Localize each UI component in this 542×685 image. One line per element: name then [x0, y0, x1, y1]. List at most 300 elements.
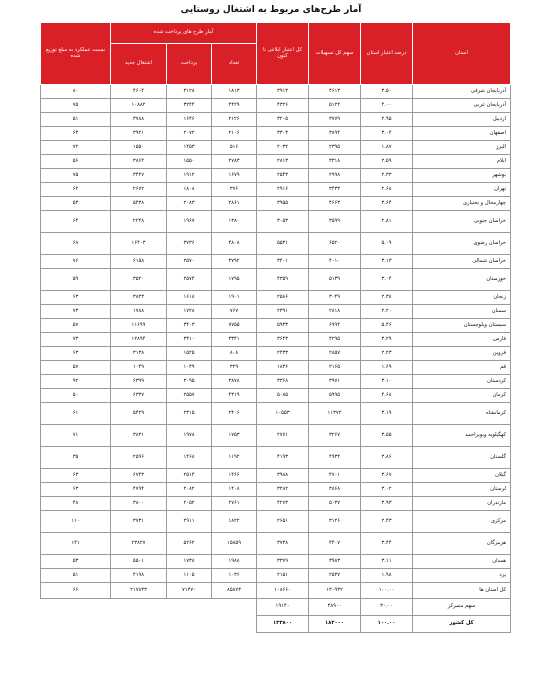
header-province: استان — [413, 23, 511, 85]
footer-empty-space — [41, 599, 257, 616]
footer-row — [41, 616, 511, 633]
credit-percent-cell: ۳.۱۰ — [361, 375, 413, 389]
new-jobs-cell: ۱۰۴۹ — [111, 361, 167, 375]
province-cell: خراسان جنوبی — [413, 211, 511, 233]
facilities-share-cell: ۳۸۹۴ — [309, 127, 361, 141]
credit-paid-cell: ۳۲۸۲ — [257, 483, 309, 497]
table-row — [41, 333, 511, 347]
facilities-share-cell: ۶۹۹۴ — [309, 319, 361, 333]
ratio-cell: ۷۵ — [41, 99, 111, 113]
facilities-share-cell: ۲۸۱۸ — [309, 305, 361, 319]
ratio-cell: ۵۳ — [41, 197, 111, 211]
paid-cell: ۱۹۶۷ — [167, 211, 212, 233]
paid-cell: ۲۵۷۰ — [167, 255, 212, 269]
table-row — [41, 183, 511, 197]
count-cell: ۲۸۶۱ — [212, 197, 257, 211]
paid-cell: ۲۵۵۷ — [167, 389, 212, 403]
table-row — [41, 533, 511, 555]
paid-cell: ۱۹۷۸ — [167, 425, 212, 447]
new-jobs-cell: ۵۴۳۸ — [111, 197, 167, 211]
count-cell: ۱۶۷۹ — [212, 169, 257, 183]
ratio-cell: ۶۳ — [41, 469, 111, 483]
new-jobs-cell: ۳۸۰۰ — [111, 497, 167, 511]
total-ratio-cell: ۶۶ — [41, 583, 111, 599]
facilities-share-cell: ۲۳۹۵ — [309, 141, 361, 155]
credit-paid-cell: ۲۴۳۳ — [257, 347, 309, 361]
paid-cell: ۱۸۰۸ — [167, 183, 212, 197]
credit-paid-cell: ۳۰۵۳ — [257, 211, 309, 233]
credit-percent-cell: ۳.۹۳ — [361, 497, 413, 511]
header-facilities-share: سهم کل تسهیلات — [309, 23, 361, 85]
credit-paid-cell: ۲۰۳۲ — [257, 141, 309, 155]
count-cell: ۲۴۰۶ — [212, 403, 257, 425]
rural-employment-table — [40, 22, 511, 633]
new-jobs-cell: ۱۲۸۹۴ — [111, 333, 167, 347]
facilities-share-cell: ۳۰۴۹ — [309, 291, 361, 305]
table-row — [41, 169, 511, 183]
table-row — [41, 511, 511, 533]
facilities-share-cell: ۴۰۱۰ — [309, 255, 361, 269]
new-jobs-cell: ۴۱۹۸ — [111, 569, 167, 583]
count-cell: ۷۷۵۵ — [212, 319, 257, 333]
credit-paid-cell: ۱۸۳۶ — [257, 361, 309, 375]
table-row — [41, 375, 511, 389]
new-jobs-cell: ۱۶۴۰۳ — [111, 233, 167, 255]
table-row — [41, 569, 511, 583]
ratio-cell: ۴۸ — [41, 497, 111, 511]
table-row — [41, 141, 511, 155]
header-credit-percent: درصد اعتبار استان — [361, 23, 413, 85]
ratio-cell: ۵۱ — [41, 569, 111, 583]
paid-cell: ۱۱۰۵ — [167, 569, 212, 583]
count-cell: ۳۷۹۲ — [212, 255, 257, 269]
count-cell: ۱۹۰۱ — [212, 291, 257, 305]
facilities-share-cell: ۳۹۸۳ — [309, 555, 361, 569]
credit-percent-cell: ۲.۸۱ — [361, 211, 413, 233]
table-row — [41, 255, 511, 269]
new-jobs-cell: ۳۷۳۱ — [111, 511, 167, 533]
credit-percent-cell: ۲.۹۵ — [361, 113, 413, 127]
count-cell: ۱۷۵۳ — [212, 425, 257, 447]
count-cell: ۳۳۴۱ — [212, 333, 257, 347]
facilities-share-cell: ۶۵۲۰ — [309, 233, 361, 255]
province-cell: گیلان — [413, 469, 511, 483]
table-footer — [41, 599, 511, 633]
ratio-cell: ۷۵ — [41, 169, 111, 183]
province-cell: کرمان — [413, 389, 511, 403]
credit-percent-cell: ۳.۵۰ — [361, 85, 413, 99]
credit-percent-cell: ۳.۱۱ — [361, 555, 413, 569]
credit-percent-cell: ۲.۳۳ — [361, 169, 413, 183]
ratio-cell: ۸۰ — [41, 85, 111, 99]
count-cell: ۸۰۸ — [212, 347, 257, 361]
credit-paid-cell: ۲۵۴۳ — [257, 169, 309, 183]
footer-label-cell: کل کشور — [413, 616, 511, 633]
paid-cell: ۳۴۰۳ — [167, 319, 212, 333]
credit-percent-cell: ۲.۳۸ — [361, 291, 413, 305]
paid-cell: ۱۹۱۲ — [167, 169, 212, 183]
province-cell: زنجان — [413, 291, 511, 305]
new-jobs-cell: ۴۶۰۴ — [111, 85, 167, 99]
total-province-cell: کل استان ها — [413, 583, 511, 599]
footer-facilities-share-cell: ۴۸۹۰۰ — [309, 599, 361, 616]
count-cell: ۱۵۸۵۹ — [212, 533, 257, 555]
province-cell: تهران — [413, 183, 511, 197]
credit-paid-cell: ۳۹۱۳ — [257, 85, 309, 99]
paid-cell: ۲۳۱۵ — [167, 403, 212, 425]
credit-paid-cell: ۳۶۴۳ — [257, 333, 309, 347]
table-row — [41, 197, 511, 211]
credit-percent-cell: ۳.۰۲ — [361, 483, 413, 497]
province-cell: آذربایجان غربی — [413, 99, 511, 113]
ratio-cell: ۵۶ — [41, 155, 111, 169]
table-row — [41, 469, 511, 483]
credit-percent-cell: ۳.۶۷ — [361, 469, 413, 483]
ratio-cell: ۷۶ — [41, 255, 111, 269]
header-row — [41, 23, 511, 44]
ratio-cell: ۷۱ — [41, 425, 111, 447]
credit-percent-cell: ۳.۴۴ — [361, 533, 413, 555]
ratio-cell: ۵۷ — [41, 319, 111, 333]
facilities-share-cell: ۴۶۶۳ — [309, 197, 361, 211]
paid-cell: ۱۵۲۵ — [167, 347, 212, 361]
count-cell: ۳۸۷۸ — [212, 375, 257, 389]
province-cell: یزد — [413, 569, 511, 583]
credit-percent-cell: ۱.۹۸ — [361, 569, 413, 583]
ratio-cell: ۹۲ — [41, 375, 111, 389]
credit-percent-cell: ۳.۱۳ — [361, 255, 413, 269]
credit-paid-cell: ۳۳۶۸ — [257, 375, 309, 389]
table-row — [41, 113, 511, 127]
table-row — [41, 155, 511, 169]
province-cell: آذربایجان شرقی — [413, 85, 511, 99]
count-cell: ۵۱۶ — [212, 141, 257, 155]
paid-cell: ۱۶۱۸ — [167, 291, 212, 305]
new-jobs-cell: ۵۴۲۹ — [111, 403, 167, 425]
header-paid-group: آمار طرح های پرداخت شده — [111, 23, 257, 44]
paid-cell: ۲۰۷۲ — [167, 127, 212, 141]
paid-cell: ۳۰۹۵ — [167, 375, 212, 389]
ratio-cell: ۷۳ — [41, 305, 111, 319]
paid-cell: ۲۵۱۴ — [167, 469, 212, 483]
province-cell: فارس — [413, 333, 511, 347]
paid-cell: ۱۶۴۶ — [167, 113, 212, 127]
table-row — [41, 99, 511, 113]
credit-paid-cell: ۵۹۳۳ — [257, 319, 309, 333]
facilities-share-cell: ۳۲۶۷ — [309, 425, 361, 447]
credit-percent-cell: ۳.۶۴ — [361, 197, 413, 211]
count-cell: ۲۷۸۳ — [212, 155, 257, 169]
credit-paid-cell: ۳۳۰۳ — [257, 127, 309, 141]
paid-cell: ۳۷۳۶ — [167, 233, 212, 255]
province-cell: لرستان — [413, 483, 511, 497]
count-cell: ۱۴۰۸ — [212, 483, 257, 497]
table-row — [41, 555, 511, 569]
count-cell: ۲۱۲۶ — [212, 113, 257, 127]
ratio-cell: ۶۳ — [41, 127, 111, 141]
province-cell: همدان — [413, 555, 511, 569]
header-performance-ratio: نسبت عملکرد به مبلغ توزیع شده — [41, 23, 111, 85]
credit-percent-cell: ۳.۵۵ — [361, 425, 413, 447]
facilities-share-cell: ۳۵۹۹ — [309, 211, 361, 233]
table-row — [41, 85, 511, 99]
total-credit-percent-cell: ۱۰۰.۰۰ — [361, 583, 413, 599]
paid-cell: ۱۴۵۳ — [167, 141, 212, 155]
header-credit-paid: کل اعتبار ابلاغی تا کنون — [257, 23, 309, 85]
ratio-cell: ۶۴ — [41, 211, 111, 233]
facilities-share-cell: ۳۷۷۹ — [309, 113, 361, 127]
facilities-share-cell: ۳۹۷۱ — [309, 375, 361, 389]
table-row — [41, 497, 511, 511]
paid-cell: ۳۳۱۰ — [167, 333, 212, 347]
header-count: تعداد — [212, 44, 257, 85]
new-jobs-cell: ۱۵۵۰ — [111, 141, 167, 155]
province-cell: کرمانشاه — [413, 403, 511, 425]
province-cell: اردبیل — [413, 113, 511, 127]
total-new-jobs-cell: ۲۱۷۸۳۳ — [111, 583, 167, 599]
facilities-share-cell: ۳۱۲۶ — [309, 511, 361, 533]
facilities-share-cell: ۵۰۳۷ — [309, 497, 361, 511]
province-cell: مازندران — [413, 497, 511, 511]
footer-facilities-share-cell: ۱۸۳۰۰۰ — [309, 616, 361, 633]
credit-paid-cell: ۵۰۸۵ — [257, 389, 309, 403]
facilities-share-cell: ۱۱۳۷۲ — [309, 403, 361, 425]
new-jobs-cell: ۲۶۷۲ — [111, 183, 167, 197]
facilities-share-cell: ۴۷۰۱ — [309, 469, 361, 483]
new-jobs-cell: ۶۱۵۸ — [111, 255, 167, 269]
province-cell: مرکزی — [413, 511, 511, 533]
footer-credit-percent-cell: ۱۰۰.۰۰ — [361, 616, 413, 633]
facilities-share-cell: ۳۳۱۸ — [309, 155, 361, 169]
ratio-cell: ۵۳ — [41, 555, 111, 569]
paid-cell: ۲۹۱۱ — [167, 511, 212, 533]
facilities-share-cell: ۲۵۳۷ — [309, 569, 361, 583]
count-cell: ۷۶۷ — [212, 305, 257, 319]
paid-cell: ۲۰۸۲ — [167, 483, 212, 497]
new-jobs-cell: ۱۷۸۸ — [111, 305, 167, 319]
new-jobs-cell: ۶۳۹۹ — [111, 375, 167, 389]
table-row — [41, 127, 511, 141]
table-row — [41, 233, 511, 255]
new-jobs-cell: ۳۷۸۸ — [111, 113, 167, 127]
province-cell: البرز — [413, 141, 511, 155]
facilities-share-cell: ۵۱۳۹ — [309, 269, 361, 291]
facilities-share-cell: ۳۸۶۸ — [309, 483, 361, 497]
count-cell: ۴۸۰۸ — [212, 233, 257, 255]
count-cell: ۱۹۸۸ — [212, 555, 257, 569]
facilities-share-cell: ۵۹۹۵ — [309, 389, 361, 403]
new-jobs-cell: ۱۱۶۹۹ — [111, 319, 167, 333]
table-body — [41, 85, 511, 599]
province-cell: خوزستان — [413, 269, 511, 291]
facilities-share-cell: ۴۶۱۳ — [309, 85, 361, 99]
total-credit-paid-cell: ۱۰۸۶۶۰ — [257, 583, 309, 599]
credit-percent-cell: ۲.۴۳ — [361, 511, 413, 533]
new-jobs-cell: ۳۴۴۷ — [111, 169, 167, 183]
ratio-cell: ۶۳ — [41, 483, 111, 497]
footer-credit-percent-cell: ۳۰.۰۰ — [361, 599, 413, 616]
credit-percent-cell: ۴.۶۸ — [361, 389, 413, 403]
count-cell: ۱۷۹۵ — [212, 269, 257, 291]
paid-cell: ۲۰۵۲ — [167, 497, 212, 511]
credit-paid-cell: ۲۸۱۳ — [257, 155, 309, 169]
credit-percent-cell: ۳.۱۹ — [361, 403, 413, 425]
credit-paid-cell: ۵۵۳۱ — [257, 233, 309, 255]
facilities-share-cell: ۵۱۲۴ — [309, 99, 361, 113]
province-cell: هرمزگان — [413, 533, 511, 555]
new-jobs-cell: ۶۷۴۳ — [111, 469, 167, 483]
facilities-share-cell: ۲۹۹۸ — [309, 169, 361, 183]
table-row — [41, 319, 511, 333]
facilities-share-cell: ۳۴۳۳ — [309, 183, 361, 197]
table-row — [41, 211, 511, 233]
new-jobs-cell: ۳۹۲۱ — [111, 127, 167, 141]
count-cell: ۱۸۱۳ — [212, 85, 257, 99]
new-jobs-cell: ۳۵۲۰ — [111, 269, 167, 291]
table-row — [41, 361, 511, 375]
credit-paid-cell: ۱۰۵۵۳ — [257, 403, 309, 425]
credit-paid-cell: ۳۳۷۹ — [257, 555, 309, 569]
ratio-cell: ۳۵ — [41, 447, 111, 469]
count-cell: ۳۲۹ — [212, 361, 257, 375]
ratio-cell: ۵۰ — [41, 389, 111, 403]
ratio-cell: ۷۳ — [41, 333, 111, 347]
facilities-share-cell: ۴۲۹۵ — [309, 333, 361, 347]
count-cell: ۱۸۲۲ — [212, 511, 257, 533]
credit-percent-cell: ۲.۲۰ — [361, 305, 413, 319]
header-paid: پرداخت — [167, 44, 212, 85]
count-cell: ۱۴۶۶ — [212, 469, 257, 483]
paid-cell: ۱۷۳۸ — [167, 555, 212, 569]
ratio-cell: ۵۹ — [41, 269, 111, 291]
ratio-cell: ۱۱۰ — [41, 511, 111, 533]
province-cell: سیستان وبلوچستان — [413, 319, 511, 333]
province-cell: ایلام — [413, 155, 511, 169]
new-jobs-cell: ۳۸۳۱ — [111, 425, 167, 447]
credit-paid-cell: ۲۵۸۶ — [257, 291, 309, 305]
ratio-cell: ۶۸ — [41, 233, 111, 255]
credit-paid-cell: ۲۹۱۶ — [257, 183, 309, 197]
count-cell: ۴۴۲۹ — [212, 99, 257, 113]
credit-paid-cell: ۳۹۵۵ — [257, 197, 309, 211]
credit-percent-cell: ۵.۴۶ — [361, 319, 413, 333]
province-cell: گلستان — [413, 447, 511, 469]
credit-percent-cell: ۳.۸۶ — [361, 447, 413, 469]
total-row — [41, 583, 511, 599]
credit-percent-cell: ۱.۸۷ — [361, 141, 413, 155]
paid-cell: ۱۰۴۹ — [167, 361, 212, 375]
credit-percent-cell: ۲.۲۳ — [361, 347, 413, 361]
credit-paid-cell: ۲۶۵۱ — [257, 511, 309, 533]
credit-percent-cell: ۵.۰۹ — [361, 233, 413, 255]
credit-percent-cell: ۴.۰۰ — [361, 99, 413, 113]
count-cell: ۴۳۱۹ — [212, 389, 257, 403]
table-row — [41, 305, 511, 319]
province-cell: خراسان رضوی — [413, 233, 511, 255]
new-jobs-cell: ۳۱۳۸ — [111, 347, 167, 361]
ratio-cell: ۵۷ — [41, 361, 111, 375]
footer-label-cell: سهم متمرکز — [413, 599, 511, 616]
credit-paid-cell: ۴۳۲۶ — [257, 99, 309, 113]
credit-paid-cell: ۳۷۳۸ — [257, 533, 309, 555]
credit-paid-cell: ۳۲۰۵ — [257, 113, 309, 127]
new-jobs-cell: ۲۲۴۸ — [111, 211, 167, 233]
credit-paid-cell: ۲۱۵۱ — [257, 569, 309, 583]
ratio-cell: ۶۳ — [41, 347, 111, 361]
table-row — [41, 425, 511, 447]
credit-paid-cell: ۴۳۵۹ — [257, 269, 309, 291]
total-facilities-share-cell: ۱۳۰۹۳۲ — [309, 583, 361, 599]
count-cell: ۳۷۶ — [212, 183, 257, 197]
new-jobs-cell: ۲۳۸۲۷ — [111, 533, 167, 555]
credit-percent-cell: ۲.۶۸ — [361, 183, 413, 197]
footer-empty-space — [41, 616, 257, 633]
province-cell: بوشهر — [413, 169, 511, 183]
new-jobs-cell: ۴۷۹۴ — [111, 483, 167, 497]
paid-cell: ۵۲۶۲ — [167, 533, 212, 555]
new-jobs-cell: ۱۰۸۸۲ — [111, 99, 167, 113]
credit-percent-cell: ۳.۰۴ — [361, 269, 413, 291]
total-paid-cell: ۷۱۴۷۰ — [167, 583, 212, 599]
count-cell: ۲۱۰۶ — [212, 127, 257, 141]
province-cell: چهارمحال و بختیاری — [413, 197, 511, 211]
paid-cell: ۲۵۷۴ — [167, 269, 212, 291]
credit-paid-cell: ۴۱۹۳ — [257, 447, 309, 469]
credit-paid-cell: ۳۴۰۱ — [257, 255, 309, 269]
ratio-cell: ۱۴۱ — [41, 533, 111, 555]
ratio-cell: ۶۲ — [41, 183, 111, 197]
credit-paid-cell: ۴۲۷۳ — [257, 497, 309, 511]
count-cell: ۱۱۹۲ — [212, 447, 257, 469]
paid-cell: ۱۵۵۰ — [167, 155, 212, 169]
count-cell: ۱۰۳۶ — [212, 569, 257, 583]
table-row — [41, 347, 511, 361]
table-row — [41, 291, 511, 305]
province-cell: کردستان — [413, 375, 511, 389]
page-title: آمار طرح‌های مربوط به اشتغال روستایی — [180, 5, 362, 15]
ratio-cell: ۶۱ — [41, 403, 111, 425]
ratio-cell: ۶۳ — [41, 291, 111, 305]
footer-credit-paid-cell: ۱۹۱۴۰ — [257, 599, 309, 616]
facilities-share-cell: ۴۹۳۴ — [309, 447, 361, 469]
credit-paid-cell: ۳۹۸۸ — [257, 469, 309, 483]
province-cell: اصفهان — [413, 127, 511, 141]
count-cell: ۲۷۶۱ — [212, 497, 257, 511]
paid-cell: ۲۰۸۳ — [167, 197, 212, 211]
province-cell: خراسان شمالی — [413, 255, 511, 269]
paid-cell: ۱۴۶۸ — [167, 447, 212, 469]
table-row — [41, 483, 511, 497]
table-row — [41, 389, 511, 403]
new-jobs-cell: ۳۸۴۳ — [111, 291, 167, 305]
facilities-share-cell: ۴۴۰۷ — [309, 533, 361, 555]
paid-cell: ۳۲۴۴ — [167, 99, 212, 113]
province-cell: سمنان — [413, 305, 511, 319]
province-cell: قزوین — [413, 347, 511, 361]
credit-paid-cell: ۲۷۷۱ — [257, 425, 309, 447]
credit-paid-cell: ۲۳۹۱ — [257, 305, 309, 319]
ratio-cell: ۵۱ — [41, 113, 111, 127]
ratio-cell: ۷۲ — [41, 141, 111, 155]
table-row — [41, 269, 511, 291]
new-jobs-cell: ۶۳۳۷ — [111, 389, 167, 403]
province-cell: کهگیلویه وبویراحمد — [413, 425, 511, 447]
paid-cell: ۱۷۲۸ — [167, 305, 212, 319]
new-jobs-cell: ۳۸۶۴ — [111, 155, 167, 169]
credit-percent-cell: ۱.۶۹ — [361, 361, 413, 375]
facilities-share-cell: ۲۸۵۷ — [309, 347, 361, 361]
footer-credit-paid-cell: ۱۳۳۸۰۰ — [257, 616, 309, 633]
